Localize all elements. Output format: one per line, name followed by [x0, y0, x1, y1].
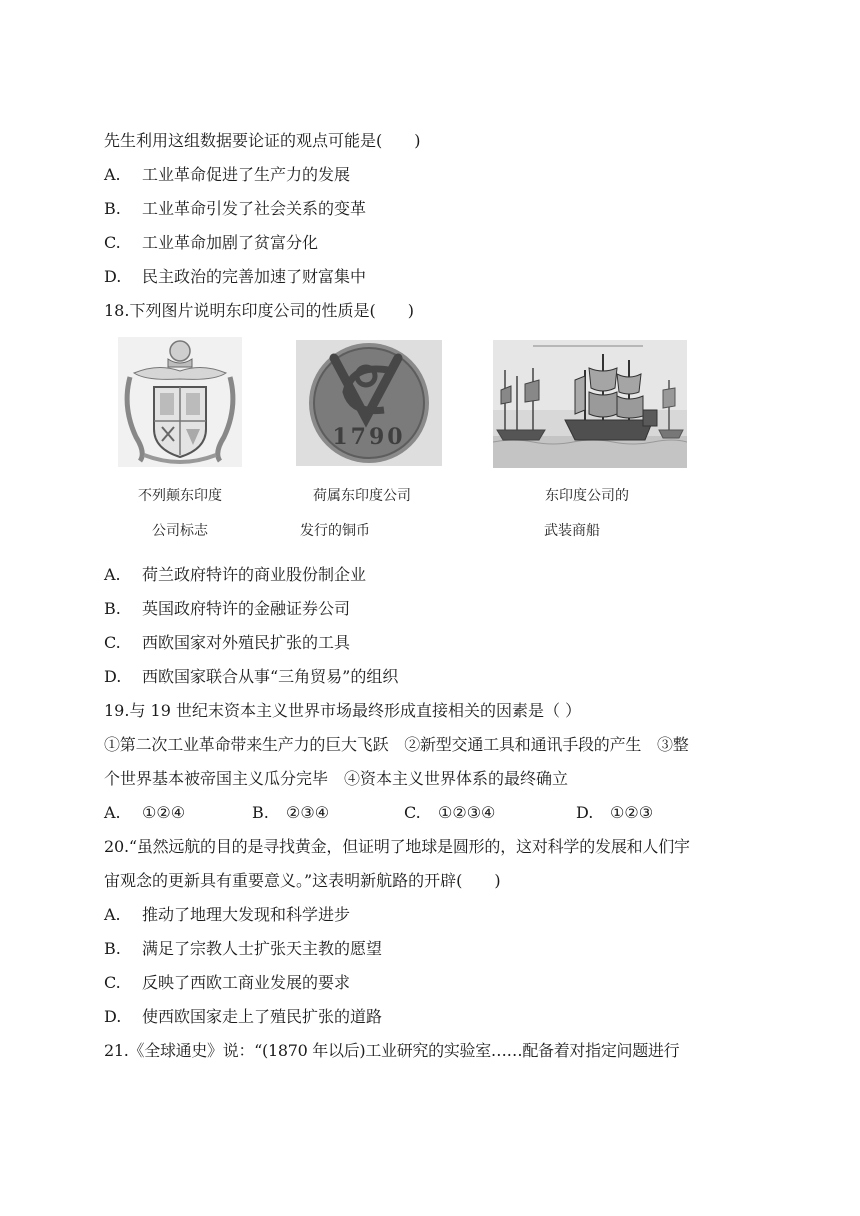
- q20-stem-line-1: 20.“虽然远航的目的是寻找黄金，但证明了地球是圆形的，这对科学的发展和人们宇: [104, 837, 690, 856]
- q19-option-a[interactable]: [104, 802, 252, 824]
- coin-year: 1790: [332, 424, 406, 450]
- figure-2-caption-line-1: 荷属东印度公司: [313, 488, 411, 504]
- figure-3-caption-line-1: 东印度公司的: [545, 488, 629, 504]
- figure-1-caption-line-1: 不列颠东印度: [138, 488, 222, 504]
- q17-option-a[interactable]: [104, 164, 350, 186]
- option-text: ①②④: [142, 803, 186, 822]
- option-letter: B.: [252, 803, 269, 822]
- option-text: 使西欧国家走上了殖民扩张的道路: [142, 1007, 383, 1026]
- armed-merchant-ship-icon: [493, 340, 687, 468]
- option-text: 推动了地理大发现和科学进步: [142, 905, 351, 924]
- q20-option-b[interactable]: [104, 938, 382, 960]
- q17-option-c[interactable]: [104, 232, 318, 254]
- voc-coin-icon: [296, 340, 442, 466]
- option-text: ②③④: [286, 803, 330, 822]
- q19-option-b[interactable]: [252, 802, 404, 824]
- option-text: 民主政治的完善加速了财富集中: [142, 267, 367, 286]
- q19-option-d[interactable]: [576, 802, 653, 824]
- option-letter: C.: [104, 973, 121, 992]
- q19-stem: 19.与 19 世纪末资本主义世界市场最终形成直接相关的因素是（ ）: [104, 701, 582, 720]
- coat-of-arms-icon: [118, 337, 242, 467]
- q18-stem: 18.下列图片说明东印度公司的性质是( ): [104, 301, 414, 320]
- option-letter: B.: [104, 939, 121, 958]
- option-letter: C.: [404, 803, 421, 822]
- figure-1-caption-line-2: 公司标志: [152, 523, 208, 539]
- figure-3-caption-line-2: 武装商船: [544, 523, 600, 539]
- option-text: 西欧国家联合从事“三角贸易”的组织: [142, 667, 399, 686]
- q21-stem-line-1: 21.《全球通史》说：“(1870 年以后)工业研究的实验室……配备着对指定问题进行: [104, 1041, 680, 1060]
- q17-stem-tail: 先生利用这组数据要论证的观点可能是( ): [104, 131, 421, 150]
- option-letter: A.: [104, 905, 121, 924]
- option-text: ①②③: [610, 803, 654, 822]
- q20-option-a[interactable]: [104, 904, 350, 926]
- q18-option-d[interactable]: [104, 666, 398, 688]
- q19-options-row: [104, 802, 653, 824]
- q18-option-a[interactable]: [104, 564, 366, 586]
- q20-stem-line-2: 宙观念的更新具有重要意义。”这表明新航路的开辟( ): [104, 871, 501, 890]
- q17-option-b[interactable]: [104, 198, 366, 220]
- q19-items-line-2: 个世界基本被帝国主义瓜分完毕 ④资本主义世界体系的最终确立: [104, 769, 569, 788]
- option-text: 反映了西欧工商业发展的要求: [142, 973, 351, 992]
- q20-option-c[interactable]: [104, 972, 350, 994]
- option-text: 工业革命引发了社会关系的变革: [142, 199, 367, 218]
- option-letter: B.: [104, 599, 121, 618]
- q20-option-d[interactable]: [104, 1006, 382, 1028]
- option-text: 满足了宗教人士扩张天主教的愿望: [142, 939, 383, 958]
- option-letter: D.: [104, 1007, 122, 1026]
- option-letter: D.: [104, 667, 122, 686]
- q18-option-c[interactable]: [104, 632, 350, 654]
- armed-merchant-ship-image: [493, 340, 687, 468]
- option-letter: A.: [104, 165, 121, 184]
- q17-option-d[interactable]: [104, 266, 366, 288]
- option-text: 工业革命加剧了贫富分化: [142, 233, 319, 252]
- option-letter: A.: [104, 565, 121, 584]
- voc-coin-image: [296, 340, 442, 466]
- option-letter: D.: [576, 803, 594, 822]
- q19-option-c[interactable]: [404, 802, 576, 824]
- option-text: ①②③④: [438, 803, 496, 822]
- option-text: 英国政府特许的金融证券公司: [142, 599, 351, 618]
- option-letter: A.: [104, 803, 121, 822]
- coat-of-arms-image: [118, 337, 242, 467]
- option-letter: D.: [104, 267, 122, 286]
- option-text: 荷兰政府特许的商业股份制企业: [142, 565, 367, 584]
- figure-2-caption-line-2: 发行的铜币: [300, 523, 370, 539]
- q18-option-b[interactable]: [104, 598, 350, 620]
- option-letter: C.: [104, 633, 121, 652]
- option-letter: B.: [104, 199, 121, 218]
- q19-items-line-1: ①第二次工业革命带来生产力的巨大飞跃 ②新型交通工具和通讯手段的产生 ③整: [104, 735, 689, 754]
- option-letter: C.: [104, 233, 121, 252]
- option-text: 西欧国家对外殖民扩张的工具: [142, 633, 351, 652]
- option-text: 工业革命促进了生产力的发展: [142, 165, 351, 184]
